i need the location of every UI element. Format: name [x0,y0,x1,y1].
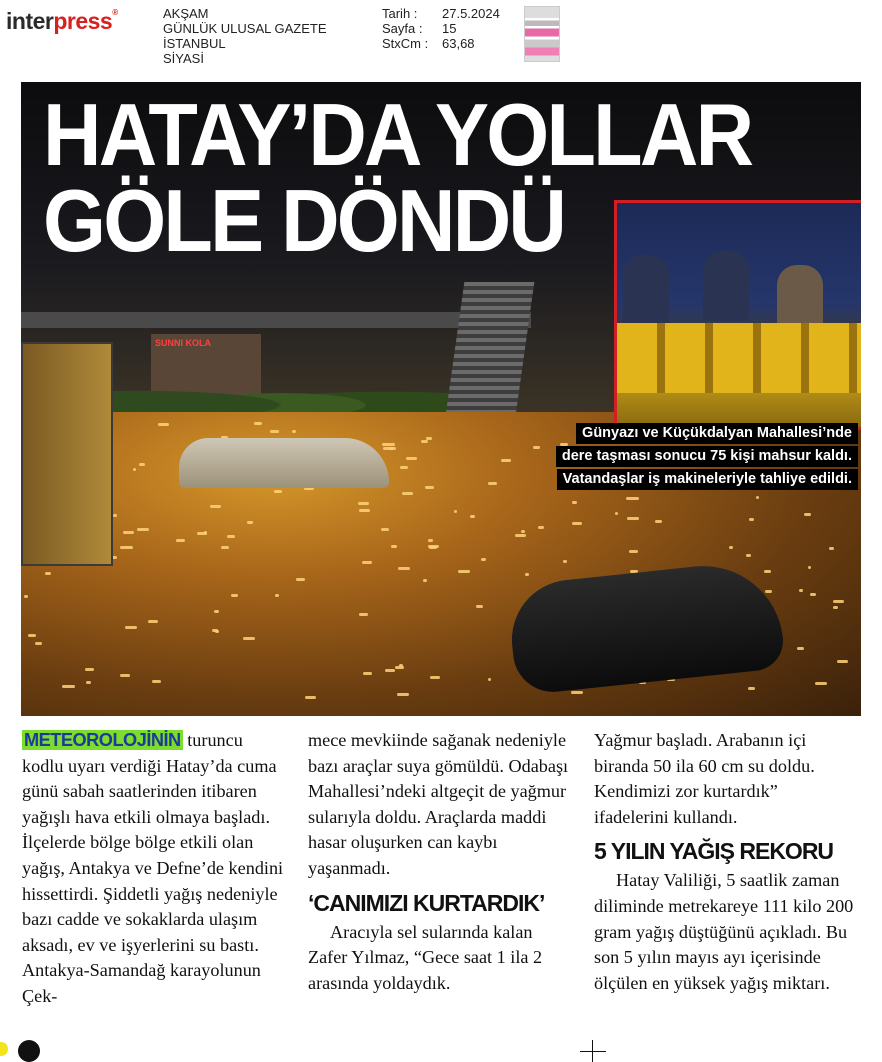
article-column-3 [594,728,856,996]
rescue-worker [703,251,749,321]
subheading: ‘CANIMIZI KURTARDIK’ [308,889,545,916]
water-glint [86,681,91,684]
rescue-worker [623,255,669,325]
water-glint [221,546,229,549]
crop-mark [580,1040,606,1062]
water-glint [501,459,511,462]
water-glint [572,501,577,504]
size-label: StxCm : [382,36,429,51]
water-glint [525,573,529,576]
water-glint [402,492,413,495]
water-glint [810,593,816,596]
clipping-header [0,0,882,72]
water-glint [515,534,526,537]
water-glint [123,531,134,534]
water-glint [359,509,370,512]
body-paragraph: Yağmur başladı. Arabanın içi biranda 50 ila 60 cm su doldu. Kendimizi zor kurtardık” ifadelerini kullandı. [594,730,815,827]
water-glint [254,422,262,425]
water-glint [275,594,279,597]
size-value: 63,68 [442,36,475,51]
water-glint [458,570,470,573]
bus-shelter [21,342,113,566]
publication-type: GÜNLÜK ULUSAL GAZETE [163,21,327,36]
body-paragraph: Hatay Valiliği, 5 saatlik zaman diliminde metrekareye 111 kilo 200 gram yağış düştüğünü açıkladı. Bu son 5 yılın mayıs ayı içerisinde ölçülen en yüksek yağış miktarı. [594,870,854,993]
water-glint [748,687,755,690]
water-glint [383,447,396,450]
lead-keyword: METEOROLOJİNİN [24,730,181,750]
registration-mark-yellow [0,1042,8,1056]
lead-paragraph [22,728,284,1010]
page-label: Sayfa : [382,21,423,36]
water-glint [231,594,238,597]
logo-accent: press [53,8,113,34]
water-glint [572,522,582,525]
water-glint [765,590,772,593]
water-glint [204,531,207,534]
water-glint [629,550,638,553]
water-glint [764,570,771,573]
water-glint [837,660,848,663]
water-glint [804,513,811,516]
water-glint [85,668,94,671]
water-glint [655,520,662,523]
pedestrian-bridge [21,312,531,328]
clipping-meta [382,6,500,51]
water-glint [829,547,834,550]
water-glint [125,626,137,629]
registration-mark-black [18,1040,40,1062]
water-glint [363,672,372,675]
building-sign: SUNNI KOLA [155,338,211,348]
water-glint [627,517,639,520]
interpress-logo [6,8,118,35]
article-column-2 [308,728,570,996]
water-glint [425,486,434,489]
water-glint [399,664,403,667]
page-value: 15 [442,21,457,36]
water-glint [391,545,397,548]
water-glint [28,634,36,637]
page-thumbnail[interactable] [524,6,560,62]
headline-line-1: HATAY’DA YOLLAR [43,85,752,184]
water-glint [488,482,497,485]
water-glint [113,514,117,517]
water-glint [158,423,169,426]
water-glint [428,539,433,542]
main-photo [21,82,861,716]
subheading: 5 YILIN YAĞIŞ REKORU [594,838,834,865]
water-glint [137,528,149,531]
water-glint [382,443,395,446]
water-glint [749,518,754,521]
headline-line-2: GÖLE DÖNDÜ [43,171,565,270]
body-paragraph: mece mevkiinde sağanak nedeniyle bazı araçlar suya gömüldü. Odabaşı Mahallesi’ndeki altgeçit de yağmur sularıyla doldu. Araçlarda maddi hasar oluşurken can kaybı yaşanmadı. [308,730,569,878]
caption-line-2: dere taşması sonucu 75 kişi mahsur kaldı. [556,446,858,467]
water-glint [571,691,583,694]
water-glint [400,466,408,469]
water-glint [746,554,751,557]
lead-text: turuncu kodlu uyarı verdiği Hatay’da cuma günü sabah saatlerinden itibaren yağışlı hava etkili olmaya başladı. İlçelerde bölge bölge etkili olan yağış, Antakya ve Defne’de kendini hissettirdi. Şiddetli yağış nedeniyle bazı cadde ve sokaklarda ulaşım aksadı, ev ve işyerlerini su bastı. Antakya-Samandağ karayolunun Çek- [22,730,284,1006]
water-glint [247,521,253,524]
water-glint [476,605,483,608]
body-paragraph: Aracıyla sel sularında kalan Zafer Yılmaz, “Gece saat 1 ila 2 arasında yoldaydık. [308,921,543,993]
water-glint [385,669,395,672]
excavator-bucket [617,323,861,393]
publication-info [163,6,327,66]
water-glint [626,497,639,500]
water-glint [815,682,827,685]
water-glint [398,567,410,570]
water-glint [45,572,51,575]
water-glint [274,490,282,493]
publication-section: SİYASİ [163,51,204,66]
water-glint [120,674,130,677]
water-glint [799,589,803,592]
water-glint [176,539,185,542]
water-glint [359,613,368,616]
water-glint [429,546,437,549]
water-glint [833,606,838,609]
water-glint [538,526,544,529]
water-glint [243,637,255,640]
water-glint [120,546,133,549]
water-glint [423,579,427,582]
water-glint [358,502,369,505]
water-glint [797,647,804,650]
article-column-1 [22,728,284,1010]
date-label: Tarih : [382,6,418,21]
logo-text: inter [6,8,54,34]
caption-line-3: Vatandaşlar iş makineleriyle tahliye edildi. [557,469,858,490]
water-glint [481,558,486,561]
water-glint [533,446,540,449]
water-glint [808,566,811,569]
water-glint [296,578,305,581]
water-glint [430,676,440,679]
date-value: 27.5.2024 [442,6,500,21]
submerged-white-car [179,438,389,488]
publication-name: AKŞAM [163,6,209,21]
water-glint [152,680,161,683]
water-glint [488,678,491,681]
water-glint [214,610,219,613]
water-glint [406,457,417,460]
water-glint [521,530,525,533]
caption-line-1: Günyazı ve Küçükdalyan Mahallesi’nde [576,423,858,444]
water-glint [270,430,279,433]
water-glint [454,510,457,513]
water-glint [133,468,136,471]
water-glint [62,685,75,688]
water-glint [381,528,389,531]
water-glint [615,512,618,515]
water-glint [470,515,475,518]
inset-photo [614,200,861,430]
water-glint [212,629,218,632]
water-glint [210,505,221,508]
water-glint [563,560,567,563]
logo-registered-mark: ® [112,8,118,17]
water-glint [305,696,316,699]
water-glint [24,595,28,598]
water-glint [148,620,158,623]
water-glint [35,642,42,645]
water-glint [729,546,733,549]
water-glint [292,430,296,433]
water-glint [397,693,409,696]
water-glint [362,561,372,564]
water-glint [756,496,759,499]
water-glint [227,535,235,538]
water-glint [421,440,428,443]
water-glint [833,600,844,603]
photo-caption [556,423,858,492]
publication-city: İSTANBUL [163,36,226,51]
water-glint [139,463,145,466]
